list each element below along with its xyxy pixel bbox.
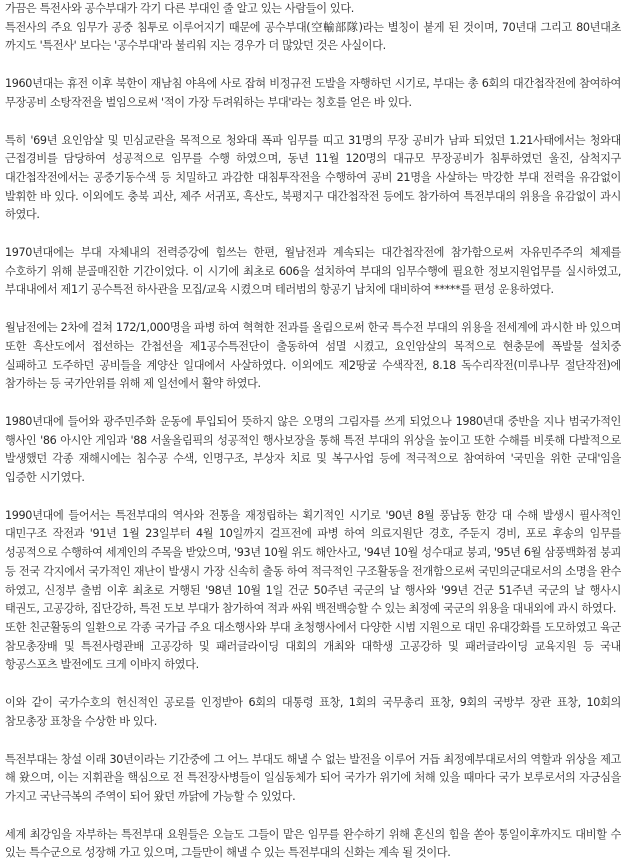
paragraph-spacer <box>5 488 621 507</box>
paragraph-1960s: 1960년대는 휴전 이후 북한이 재남침 야욕에 사로 잡혀 비정규전 도발을 자행하던 시기로, 부대는 총 6회의 대간첩작전에 참여하여 무장공비 소탕작전을 벌임으로써 '적이 가장 두려워하는 부대'라는 칭호를 얻은 바 있다. <box>5 77 621 109</box>
intro-line: 가끔은 특전사와 공수부대가 각기 다른 부대인 줄 알고 있는 사람들이 있다. <box>5 2 354 15</box>
paragraph-spacer <box>5 56 621 75</box>
paragraph-spacer <box>5 675 621 694</box>
paragraph-spacer <box>5 113 621 132</box>
paragraph-closing: 세계 최강임을 자부하는 특전부대 요원들은 오늘도 그들이 맡은 임무를 완수하기 위해 혼신의 힘을 쏟아 통일이후까지도 대비할 수 있는 특수군으로 성장해 가고 있으며, 그들만이 해낼 수 있는 특전부대의 신화는 계속 될 것이다. <box>5 827 621 860</box>
paragraph-1969-operations: 특히 '69년 요인암살 및 민심교란을 목적으로 청와대 폭파 임무를 띠고 31명의 무장 공비가 남파 되었던 1.21사태에서는 청와대 근접경비를 담당하여 성공적으로 임무를 수행 하였으며, 동년 11월 120명의 대규모 무장공비가 침투하였던 울진, 삼척지구 대간첩작전에서는 공중기동수색 등 치밀하고 과감한 대침투작전을 수행하여 공비 21명을 사살하는 막강한 부대 전력을 유감없이 발휘한 바 있다. 이외에도 충북 괴산, 제주 서귀포, 흑산도, 북평지구 대간첩작전 등에도 참가하여 특전부대의 위용을 유감없이 과시 하였다. <box>5 133 621 222</box>
paragraph-civil-support: 또한 친군활동의 일환으로 각종 국가급 주요 대소행사와 부대 초청행사에서 다양한 시범 지원으로 대민 유대강화를 도모하였고 육군 참모총장배 및 특전사령관배 고공강하 및 패러글라이딩 대회의 개최와 대학생 고공강하 및 패러글라이딩 교육지원 등 국내 항공스포츠 발전에도 크게 이바지 하였다. <box>5 620 621 672</box>
paragraph-1990s: 1990년대에 들어서는 특전부대의 역사와 전통을 재정립하는 획기적인 시기로 '90년 8월 풍납동 한강 대 수해 발생시 필사적인 대민구조 작전과 '91년 1월 23일부터 4월 10일까지 걸프전에 파병 하여 의료지원단 경호, 주둔지 경비, 포로 후송의 임무를 성공적으로 수행하여 세계인의 주목을 받았으며, '93년 10월 위도 해안사고, '94년 10월 성수대교 붕괴, '95년 6월 삼풍백화점 붕괴 등 전국 각지에서 국가적인 재난이 발생시 가장 신속히 출동 하여 적극적인 구조활동을 전개함으로써 국민의군대로서의 소명을 완수 하였고, 신정부 출범 이후 최초로 거행된 '98년 10월 1일 건군 50주년 국군의 날 행사와 '99년 건군 51주년 국군의 날 행사시 태권도, 고공강하, 집단강하, 특전 도보 부대가 참가하여 적과 싸워 백전백승할 수 있는 최정예 국군의 위용을 대내외에 과시 하였다. <box>5 508 621 616</box>
paragraph-awards: 이와 같이 국가수호의 헌신적인 공로를 인정받아 6회의 대통령 표창, 1회의 국무총리 표창, 9회의 국방부 장관 표창, 10회의 참모총장 표창을 수상한 바 있다. <box>5 696 621 728</box>
paragraph-spacer <box>5 732 621 751</box>
paragraph-30-years: 특전부대는 창설 이래 30년이라는 기간중에 그 어느 부대도 해낼 수 없는 발전을 이루어 거듭 최정예부대로서의 역할과 위상을 제고 해 왔으며, 이는 지휘관을 핵심으로 전 특전장사병들이 일심동체가 되어 국가가 위기에 처해 있을 때마다 국가 보루로서의 자긍심을 가지고 국난극복의 주역이 되어 왔던 까닭에 가능할 수 있었다. <box>5 752 621 803</box>
paragraph-1970s: 1970년대에는 부대 자체내의 전력증강에 힘쓰는 한편, 월남전과 계속되는 대간첩작전에 참가함으로써 자유민주주의 체제를 수호하기 위해 분골매진한 기간이었다. 이 시기에 최초로 606을 설치하여 부대의 임무수행에 필요한 정보지원업무를 실시하였고, 부대내에서 제1기 공수특전 하사관을 모집/교육 시켰으며 테러범의 항공기 납치에 대비하여 *****를 편성 운용하였다. <box>5 246 621 297</box>
paragraph-spacer <box>5 225 621 244</box>
paragraph-spacer <box>5 807 621 826</box>
paragraph-nickname-origin: 특전사의 주요 임무가 공중 침투로 이루어지기 때문에 공수부대(空輸部隊)라는 별칭이 붙게 된 것이며, 70년대 그리고 80년대초 까지도 '특전사' 보다는 '공수부대'라 불리워 지는 경우가 더 많았던 것은 사실이다. <box>5 20 621 53</box>
paragraph-1980s: 1980년대에 들어와 광주민주화 운동에 투입되어 뜻하지 않은 오명의 그림자를 쓰게 되었으나 1980년대 중반을 지나 범국가적인 행사인 '86 아시안 게임과 '88 서울올림픽의 성공적인 행사보장을 통해 특전 부대의 위상을 높이고 또한 수해를 비롯해 다발적으로 발생했던 각종 재해시에는 침수공 수색, 인명구조, 부상자 치료 및 복구사업 등에 적극적으로 참여하여 '국민을 위한 군대'임을 입증한 시기였다. <box>5 414 621 485</box>
paragraph-spacer <box>5 394 621 413</box>
paragraph-spacer <box>5 300 621 319</box>
paragraph-vietnam-war: 월남전에는 2차에 걸쳐 172/1,000명을 파병 하여 혁혁한 전과를 올림으로써 한국 특수전 부대의 위용을 전세계에 과시한 바 있으며 또한 흑산도에서 접선하는 간첩선을 제1공수특전단이 출동하여 섬멸 시켰고, 요인암살의 목적으로 현충문에 폭발물 설치중 실패하고 도주하던 공비들을 계양산 일대에서 사살하였다. 이외에도 제2땅굴 수색작전, 8.18 독수리작전(미루나무 절단작전)에 참가하는 등 국가안위를 위해 제 일선에서 활약 하였다. <box>5 321 621 391</box>
